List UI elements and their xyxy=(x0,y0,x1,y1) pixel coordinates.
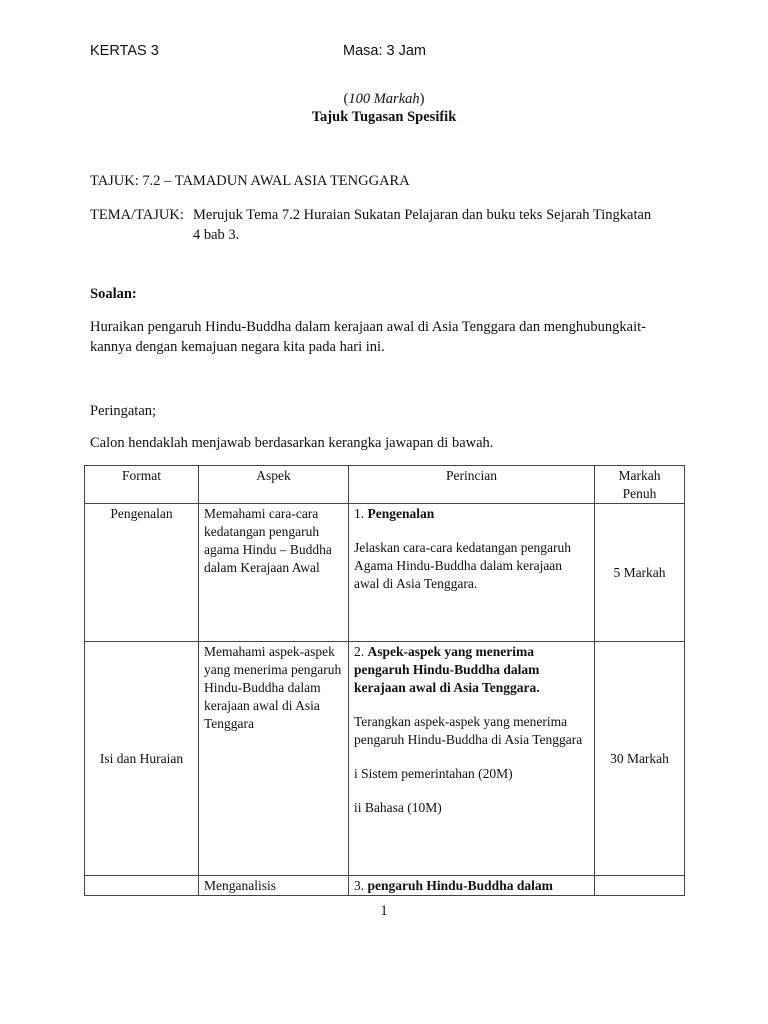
page-number: 1 xyxy=(380,903,388,919)
perincian-item-1: i Sistem pemerintahan (20M) xyxy=(354,766,513,781)
perincian-number: 2. xyxy=(354,644,368,659)
perincian-body: Terangkan aspek-aspek yang menerima pengaruh Hindu-Buddha di Asia Tenggara xyxy=(354,714,583,747)
marks-close: ) xyxy=(419,91,425,107)
header-markah: Markah Penuh xyxy=(595,466,685,504)
table-row xyxy=(85,642,685,876)
question-line-2: kannya dengan kemajuan negara kita pada hari ini. xyxy=(90,339,385,355)
soalan-label: Soalan: xyxy=(90,286,137,302)
perincian-title: pengaruh Hindu-Buddha dalam xyxy=(367,878,553,893)
perincian-title: Aspek-aspek yang menerima pengaruh Hindu-Buddha dalam kerajaan awal di Asia Tenggara. xyxy=(354,644,540,695)
row-markah: 5 Markah xyxy=(595,504,685,642)
row-format xyxy=(85,876,199,896)
perincian-number: 3. xyxy=(354,878,368,893)
row-aspek: Memahami cara-cara kedatangan pengaruh agama Hindu – Buddha dalam Kerajaan Awal xyxy=(199,504,349,642)
peringatan-label: Peringatan; xyxy=(90,403,157,419)
row-perincian xyxy=(349,876,595,896)
answer-framework-table xyxy=(84,465,685,896)
row-format: Isi dan Huraian xyxy=(85,642,199,876)
row-markah xyxy=(595,876,685,896)
row-aspek: Memahami aspek-aspek yang menerima pengaruh Hindu-Buddha dalam kerajaan awal di Asia Tenggara xyxy=(199,642,349,876)
header-aspek: Aspek xyxy=(199,466,349,504)
tema-label: TEMA/TAJUK: xyxy=(90,207,184,223)
header-perincian: Perincian xyxy=(349,466,595,504)
perincian-item-2: ii Bahasa (10M) xyxy=(354,800,442,815)
page-subtitle: Tajuk Tugasan Spesifik xyxy=(311,109,457,125)
marks-line xyxy=(0,89,768,109)
header-time: Masa: 3 Jam xyxy=(343,43,426,59)
table-row xyxy=(85,876,685,896)
header-format: Format xyxy=(85,466,199,504)
perincian-body: Jelaskan cara-cara kedatangan pengaruh Agama Hindu-Buddha dalam kerajaan awal di Asia Tenggara. xyxy=(354,540,571,591)
tema-line-2: 4 bab 3. xyxy=(193,227,240,243)
row-perincian xyxy=(349,642,595,876)
tema-line-1: Merujuk Tema 7.2 Huraian Sukatan Pelajaran dan buku teks Sejarah Tingkatan xyxy=(193,207,652,223)
row-markah: 30 Markah xyxy=(595,642,685,876)
table-row xyxy=(85,504,685,642)
marks-open: ( xyxy=(343,91,349,107)
question-line-1: Huraikan pengaruh Hindu-Buddha dalam kerajaan awal di Asia Tenggara dan menghubungkait- xyxy=(90,319,646,335)
tajuk-line: TAJUK: 7.2 – TAMADUN AWAL ASIA TENGGARA xyxy=(90,173,410,189)
marks-inner: 100 Markah xyxy=(348,91,420,107)
table-header-row xyxy=(85,466,685,504)
perincian-title: Pengenalan xyxy=(367,506,435,521)
header-paper: KERTAS 3 xyxy=(90,43,159,59)
row-perincian xyxy=(349,504,595,642)
instruction-line: Calon hendaklah menjawab berdasarkan kerangka jawapan di bawah. xyxy=(90,435,494,451)
row-aspek: Menganalisis xyxy=(199,876,349,896)
perincian-number: 1. xyxy=(354,506,368,521)
row-format: Pengenalan xyxy=(85,504,199,642)
